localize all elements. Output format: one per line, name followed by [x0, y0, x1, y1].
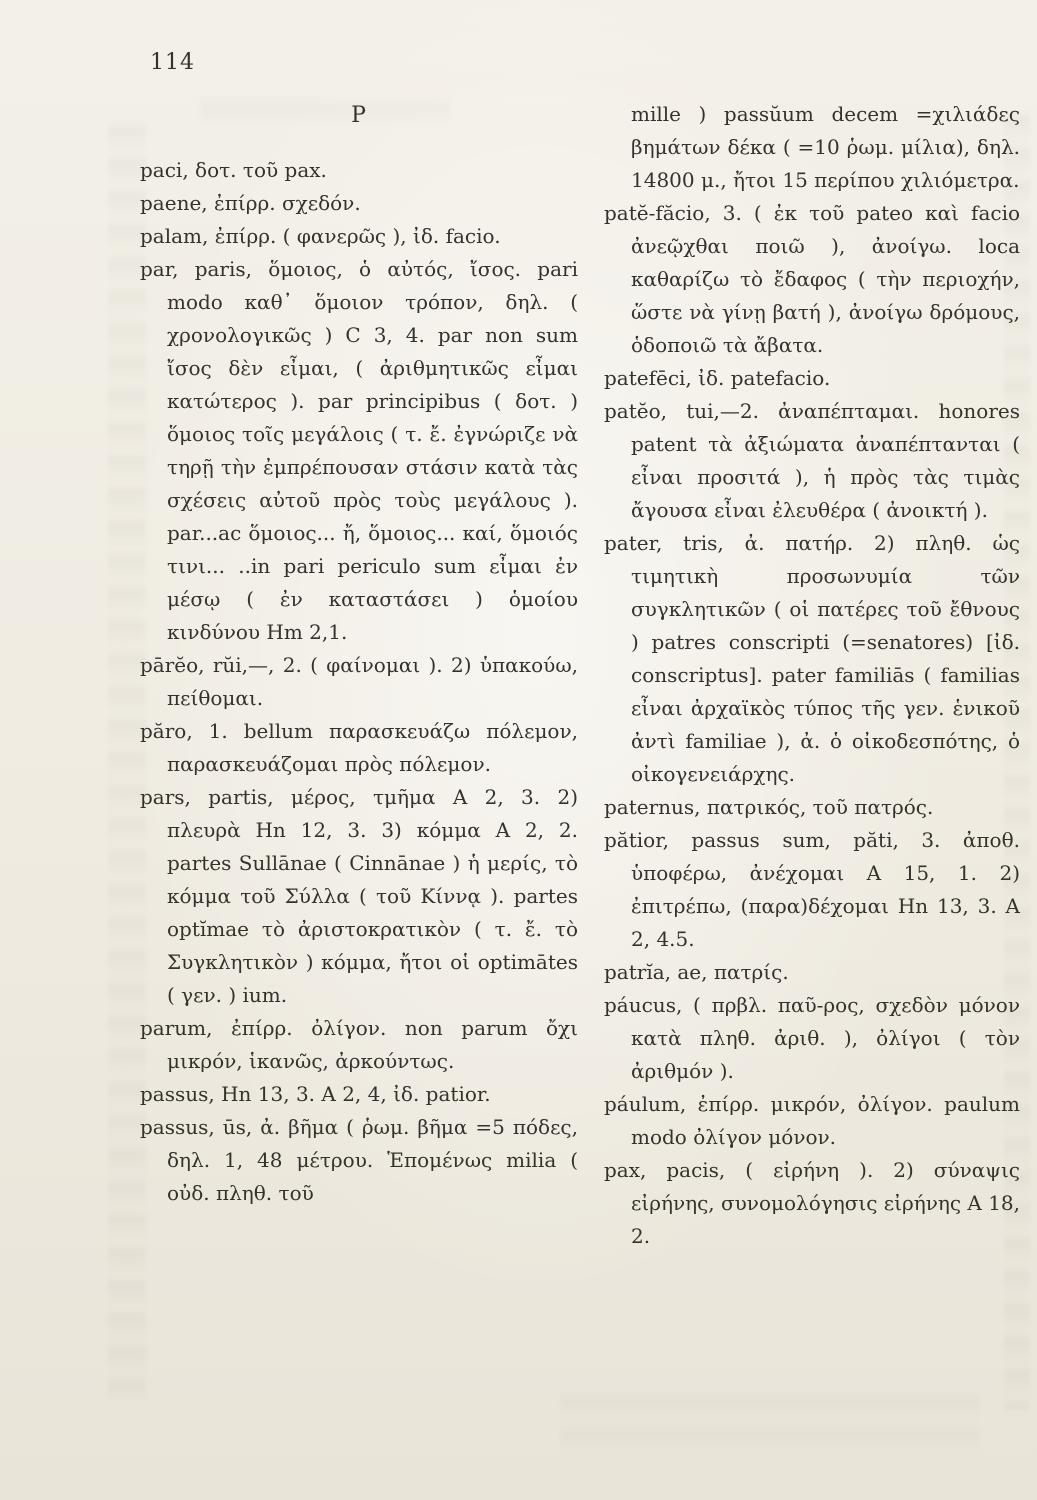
dictionary-entry-pateo: patĕo, tui,—2. ἀναπέπταμαι. honores patent τὰ ἀξιώματα ἀναπέπτανται ( εἶναι προσιτά ), ἡ πρὸς τὰς τιμὰς ἄγουσα εἶναι ἐλευθέρα ( ἀνοικτή ). [604, 399, 1020, 522]
dictionary-entry-parum: parum, ἐπίρρ. ὀλίγον. non parum ὄχι μικρόν, ἱκανῶς, ἀρκούντως. [140, 1016, 578, 1073]
left-column [140, 98, 578, 1253]
text-columns [140, 98, 1020, 1253]
dictionary-entry-paternus: paternus, πατρικός, τοῦ πατρός. [604, 795, 934, 819]
dictionary-entry-passus2-continued: mille ) passŭum decem =χιλιάδες βημάτων δέκα ( =10 ῥωμ. μίλια), δηλ. 14800 μ., ἤτοι 15 περίπου χιλιόμετρα. [631, 102, 1020, 192]
dictionary-entry-paci: paci, δοτ. τοῦ pax. [140, 158, 327, 182]
dictionary-entry-pars: pars, partis, μέρος, τμῆμα A 2, 3. 2) πλευρὰ Hn 12, 3. 3) κόμμα A 2, 2. partes Sullānae ( Cinnānae ) ἡ μερίς, τὸ κόμμα τοῦ Σύλλα ( τοῦ Κίννᾳ ). partes optĭmae τὸ ἀριστοκρατικὸν ( τ. ἔ. τὸ Συγκλητικὸν ) κόμμα, ἤτοι οἱ optimātes ( γεν. ) ium. [140, 785, 578, 1007]
dictionary-entry-paene: paene, ἐπίρρ. σχεδόν. [140, 191, 361, 215]
page-number: 114 [150, 50, 195, 75]
dictionary-entry-patior: pătior, passus sum, păti, 3. ἀποθ. ὑποφέρω, ἀνέχομαι A 15, 1. 2) ἐπιτρέπω, (παρα)δέχομαι Hn 13, 3. A 2, 4.5. [604, 828, 1020, 951]
dictionary-entry-pax: pax, pacis, ( εἰρήνη ). 2) σύναψις εἰρήνης, συνομολόγησις εἰρήνης A 18, 2. [604, 1158, 1021, 1248]
dictionary-entry-palam: palam, ἐπίρρ. ( φανερῶς ), ἰδ. facio. [140, 224, 501, 248]
dictionary-entry-passus2: passus, ūs, ἀ. βῆμα ( ῥωμ. βῆμα =5 πόδες, δηλ. 1, 48 μέτρου. Ἑπομένως milia ( οὐδ. πληθ. τοῦ [140, 1115, 578, 1205]
dictionary-entry-paulum: páulum, ἐπίρρ. μικρόν, ὀλίγον. paulum modo ὀλίγον μόνον. [604, 1092, 1020, 1149]
dictionary-entry-paucus: páucus, ( πρβλ. παῦ-ρος, σχεδὸν μόνον κατὰ πληθ. ἀριθ. ), ὀλίγοι ( τὸν ἀριθμόν ). [604, 993, 1020, 1083]
dictionary-entry-paro: păro, 1. bellum παρασκευάζω πόλεμον, παρασκευάζομαι πρὸς πόλεμον. [140, 719, 578, 776]
dictionary-entry-par: par, paris, ὅμοιος, ὁ αὐτός, ἴσος. pari modo καθ᾽ ὅμοιον τρόπον, δηλ. ( χρονολογικῶς ) C 3, 4. par non sum ἴσος δὲν εἶμαι, ( ἀριθμητικῶς εἶμαι κατώτερος ). par principibus ( δοτ. ) ὅμοιος τοῖς μεγάλοις ( τ. ἔ. ἐγνώριζε νὰ τηρῇ τὴν ἐμπρέπουσαν στάσιν κατὰ τὰς σχέσεις αὐτοῦ πρὸς τοὺς μεγάλους ). par...ac ὅμοιος... ἤ, ὅμοιος... καί, ὅμοιός τινι... ..in pari periculo sum εἶμαι ἐν μέσῳ ( ἐν καταστάσει ) ὁμοίου κινδύνου Hm 2,1. [140, 257, 578, 644]
right-column [604, 98, 1020, 1253]
dictionary-entry-patria: patrĭa, ae, πατρίς. [604, 960, 789, 984]
section-letter: P [351, 103, 367, 128]
dictionary-entry-pareo: pārĕo, rŭi,—, 2. ( φαίνομαι ). 2) ὑπακούω, πείθομαι. [140, 653, 578, 710]
dictionary-entry-pater: pater, tris, ἀ. πατήρ. 2) πληθ. ὡς τιμητικὴ προσωνυμία τῶν συγκλητικῶν ( οἱ πατέρες τοῦ ἔθνους ) patres conscripti (=senatores) [ἰδ. conscriptus]. pater familiās ( familias εἶναι ἀρχαϊκὸς τύπος τῆς γεν. ἑνικοῦ ἀντὶ familiae ), ἀ. ὁ οἰκοδεσπότης, ὁ οἰκογενειάρχης. [604, 531, 1020, 786]
page-bleed-through [560, 1390, 980, 1450]
dictionary-entry-passus1: passus, Hn 13, 3. A 2, 4, ἰδ. patior. [140, 1082, 491, 1106]
dictionary-entry-patefacio: patĕ-făcio, 3. ( ἐκ τοῦ pateo καὶ facio ἀνεῷχθαι ποιῶ ), ἀνοίγω. loca καθαρίζω τὸ ἔδαφος ( τὴν περιοχήν, ὥστε νὰ γίνῃ βατή ), ἀνοίγω δρόμους, ὁδοποιῶ τὰ ἄβατα. [604, 201, 1020, 357]
dictionary-entry-patefeci: patefēci, ἰδ. patefacio. [604, 366, 831, 390]
